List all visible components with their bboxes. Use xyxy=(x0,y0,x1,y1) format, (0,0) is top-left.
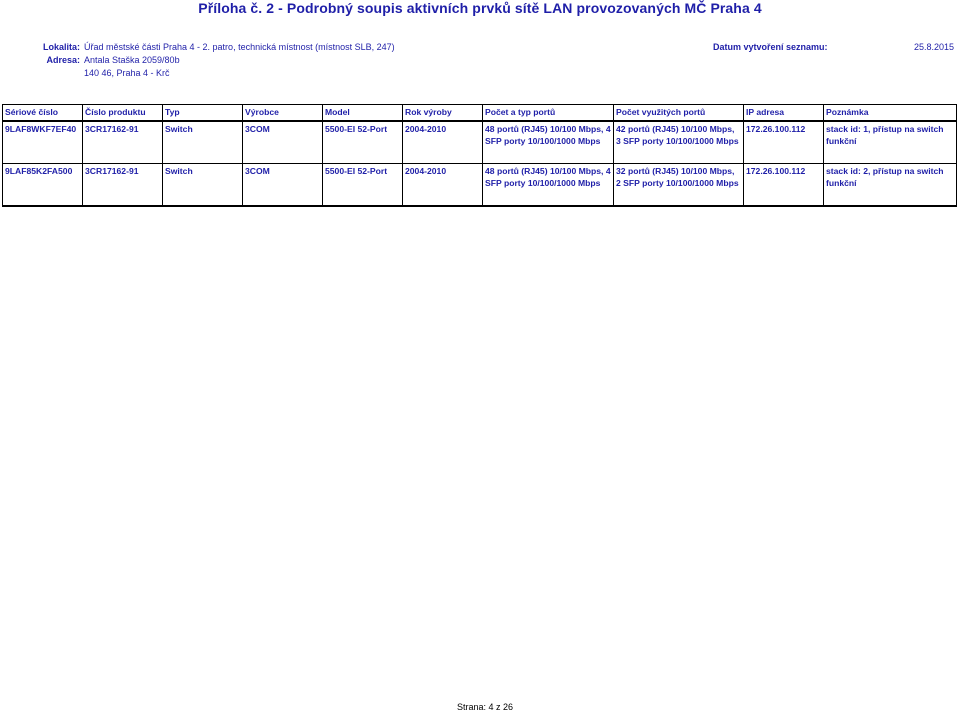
cell-ports-total: 48 portů (RJ45) 10/100 Mbps, 4 SFP porty 10/100/1000 Mbps xyxy=(483,121,614,164)
cell-product: 3CR17162-91 xyxy=(83,121,163,164)
date-value: 25.8.2015 xyxy=(913,42,954,52)
cell-serial: 9LAF85K2FA500 xyxy=(3,164,83,207)
location-value: Úřad městské části Praha 4 - 2. patro, technická místnost (místnost SLB, 247) xyxy=(84,42,395,52)
cell-type: Switch xyxy=(163,121,243,164)
cell-ports-used: 32 portů (RJ45) 10/100 Mbps, 2 SFP porty 10/100/1000 Mbps xyxy=(614,164,744,207)
cell-product: 3CR17162-91 xyxy=(83,164,163,207)
cell-ip: 172.26.100.112 xyxy=(744,121,824,164)
cell-year: 2004-2010 xyxy=(403,164,483,207)
cell-year: 2004-2010 xyxy=(403,121,483,164)
page-title: Příloha č. 2 - Podrobný soupis aktivních prvků sítě LAN provozovaných MČ Praha 4 xyxy=(198,0,762,16)
column-header-model: Model xyxy=(323,105,403,122)
cell-note: stack id: 1, přístup na switch funkční xyxy=(824,121,957,164)
column-header-product: Číslo produktu xyxy=(83,105,163,122)
cell-type: Switch xyxy=(163,164,243,207)
table-header-row xyxy=(3,105,957,122)
cell-model: 5500-EI 52-Port xyxy=(323,164,403,207)
column-header-serial: Sériové číslo xyxy=(3,105,83,122)
column-header-type: Typ xyxy=(163,105,243,122)
column-header-year: Rok výroby xyxy=(403,105,483,122)
address-line2: 140 46, Praha 4 - Krč xyxy=(84,68,170,78)
cell-vendor: 3COM xyxy=(243,164,323,207)
cell-vendor: 3COM xyxy=(243,121,323,164)
address-line1: Antala Staška 2059/80b xyxy=(84,55,180,65)
column-header-vendor: Výrobce xyxy=(243,105,323,122)
cell-model: 5500-EI 52-Port xyxy=(323,121,403,164)
column-header-note: Poznámka xyxy=(824,105,957,122)
column-header-ports-total: Počet a typ portů xyxy=(483,105,614,122)
page-number: Strana: 4 z 26 xyxy=(456,702,514,712)
column-header-ports-used: Počet využitých portů xyxy=(614,105,744,122)
cell-ports-used: 42 portů (RJ45) 10/100 Mbps, 3 SFP porty 10/100/1000 Mbps xyxy=(614,121,744,164)
column-header-ip: IP adresa xyxy=(744,105,824,122)
cell-serial: 9LAF8WKF7EF40 xyxy=(3,121,83,164)
table-row xyxy=(3,121,957,164)
cell-ip: 172.26.100.112 xyxy=(744,164,824,207)
address-label: Adresa: xyxy=(46,55,80,65)
table-row xyxy=(3,164,957,207)
inventory-table xyxy=(2,104,957,207)
date-label: Datum vytvoření seznamu: xyxy=(713,42,828,52)
cell-note: stack id: 2, přístup na switch funkční xyxy=(824,164,957,207)
location-label: Lokalita: xyxy=(42,42,80,52)
cell-ports-total: 48 portů (RJ45) 10/100 Mbps, 4 SFP porty 10/100/1000 Mbps xyxy=(483,164,614,207)
